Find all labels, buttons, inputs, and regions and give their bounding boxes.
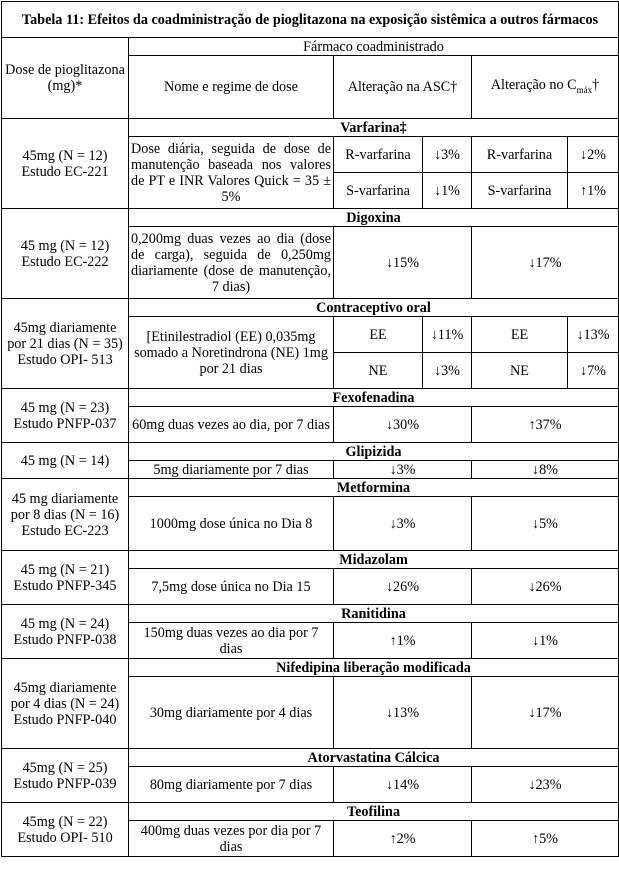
cmax-value: ↑5% [472,821,619,857]
dose-cell: 45 mg (N = 24) Estudo PNFP-038 [2,605,129,659]
sub-label: R-varfarina [472,137,568,173]
dose-cell: 45 mg (N = 21) Estudo PNFP-345 [2,551,129,605]
auc-value: ↓3% [423,137,472,173]
regimen-cell: Dose diária, seguida de dose de manutenção baseada nos valores de PT e INR Valores Quick = 35 ± 5% [129,137,334,209]
sub-label: EE [334,317,423,353]
auc-value: ↑2% [334,821,472,857]
drug-interaction-table [1,1,619,857]
sub-label: EE [472,317,568,353]
drug-name: Midazolam [129,551,619,569]
table-title: Tabela 11: Efeitos da coadministração de pioglitazona na exposição sistêmica a outros fármacos [2,2,619,38]
dose-cell: 45mg diariamente por 4 dias (N = 24) Estudo PNFP-040 [2,659,129,749]
cmax-value: ↓26% [472,569,619,605]
drug-name: Atorvastatina Cálcica [129,749,619,767]
regimen-cell: 60mg duas vezes ao dia, por 7 dias [129,407,334,443]
auc-value: ↓26% [334,569,472,605]
regimen-cell: 5mg diariamente por 7 dias [129,461,334,479]
drug-name: Nifedipina liberação modificada [129,659,619,677]
cmax-value: ↓1% [472,623,619,659]
dose-cell: 45mg (N = 22) Estudo OPI- 510 [2,803,129,857]
cmax-value: ↓17% [472,677,619,749]
sub-label: NE [334,353,423,389]
cmax-value: ↓17% [472,227,619,299]
sub-label: S-varfarina [334,173,423,209]
drug-name: Varfarina‡ [129,119,619,137]
regimen-cell: 1000mg dose única no Dia 8 [129,497,334,551]
cmax-value: ↓5% [472,497,619,551]
sub-label: S-varfarina [472,173,568,209]
drug-name: Glipizida [129,443,619,461]
auc-value: ↓1% [423,173,472,209]
auc-value: ↓3% [334,461,472,479]
regimen-cell: 150mg duas vezes ao dia por 7 dias [129,623,334,659]
cmax-value: ↓23% [472,767,619,803]
auc-value: ↓11% [423,317,472,353]
drug-name: Contraceptivo oral [129,299,619,317]
cmax-value: ↓7% [568,353,619,389]
drug-name: Ranitidina [129,605,619,623]
dose-cell: 45mg diariamente por 21 dias (N = 35) Estudo OPI- 513 [2,299,129,389]
regimen-cell: 80mg diariamente por 7 dias [129,767,334,803]
auc-value: ↓3% [334,497,472,551]
dose-cell: 45 mg diariamente por 8 dias (N = 16) Estudo EC-223 [2,479,129,551]
header-dose: Dose de pioglitazona (mg)* [2,38,129,119]
drug-name: Digoxina [129,209,619,227]
cmax-value: ↑1% [568,173,619,209]
cmax-value: ↓13% [568,317,619,353]
cmax-value: ↑37% [472,407,619,443]
drug-name: Metformina [129,479,619,497]
dose-cell: 45mg (N = 12) Estudo EC-221 [2,119,129,209]
drug-name: Fexofenadina [129,389,619,407]
sub-label: R-varfarina [334,137,423,173]
auc-value: ↓30% [334,407,472,443]
dose-cell: 45mg (N = 25) Estudo PNFP-039 [2,749,129,803]
dose-cell: 45 mg (N = 23) Estudo PNFP-037 [2,389,129,443]
regimen-cell: 7,5mg dose única no Dia 15 [129,569,334,605]
regimen-cell: 0,200mg duas vezes ao dia (dose de carga), seguida de 0,250mg diariamente (dose de manutenção, 7 dias) [129,227,334,299]
auc-value: ↓15% [334,227,472,299]
dose-cell: 45 mg (N = 12) Estudo EC-222 [2,209,129,299]
regimen-cell: [Etinilestradiol (EE) 0,035mg somado a Noretindrona (NE) 1mg por 21 dias [129,317,334,389]
cmax-value: ↓8% [472,461,619,479]
regimen-cell: 400mg duas vezes por dia por 7 dias [129,821,334,857]
header-auc-change: Alteração na ASC† [334,56,472,119]
auc-value: ↑1% [334,623,472,659]
cmax-value: ↓2% [568,137,619,173]
header-group: Fármaco coadministrado [129,38,619,56]
auc-value: ↓14% [334,767,472,803]
sub-label: NE [472,353,568,389]
header-name-regimen: Nome e regime de dose [129,56,334,119]
drug-name: Teofilina [129,803,619,821]
header-cmax-change: Alteração no $C_{máx}\dagger$ [472,56,619,119]
auc-value: ↓13% [334,677,472,749]
auc-value: ↓3% [423,353,472,389]
regimen-cell: 30mg diariamente por 4 dias [129,677,334,749]
dose-cell: 45 mg (N = 14) [2,443,129,479]
